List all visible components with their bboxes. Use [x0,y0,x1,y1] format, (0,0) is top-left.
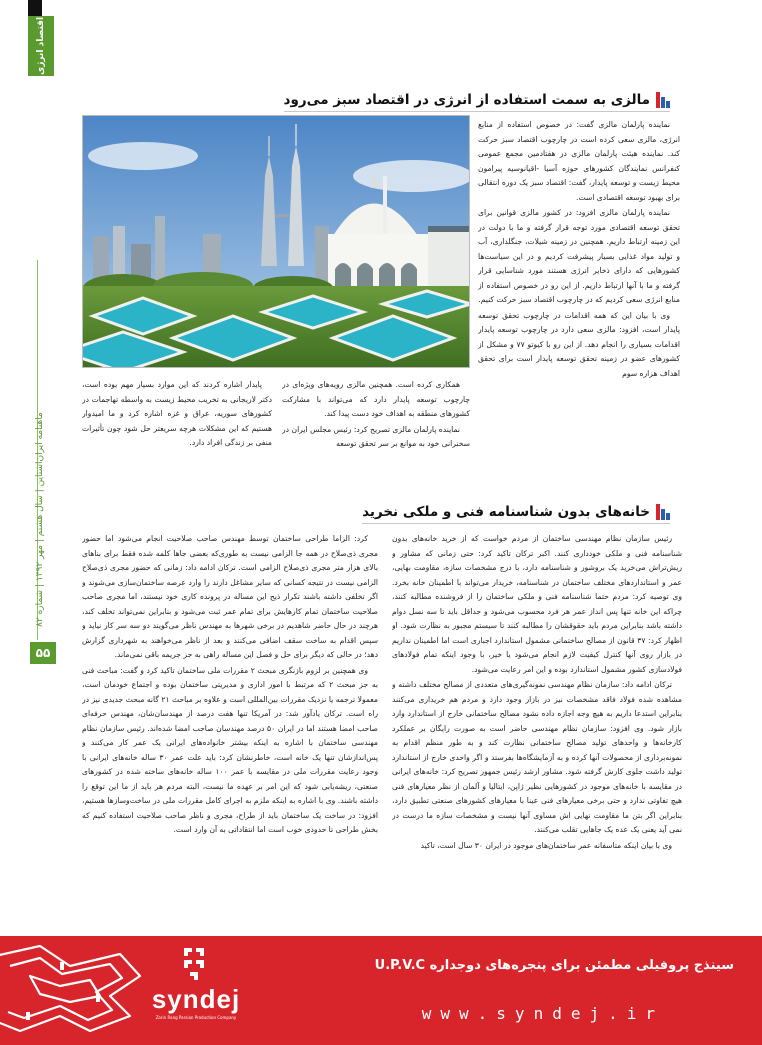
page-number: ۵۵ [30,642,56,664]
ad-website-link[interactable]: www.syndej.ir [421,1004,664,1023]
article1-column-middle [282,378,470,466]
heading-rule [284,111,670,112]
syndej-advertisement[interactable] [0,936,762,1045]
paragraph: وی با بیان این که همه اقدامات در چارچوب تحقق توسعه پایدار است، افزود: مالزی سعی دارد در چارچوب توسعه پایدار اقدامات بسیاری را انجام دهد. از این رو با کیوتو ۷۷ و مشکل از کشورهای عضو در زمینه تحقق توسعه پایدار است برای تحقق اهداف هزاره سوم [478,310,680,378]
article2-column-left [82,532,378,932]
ad-slogan: سینذج پروفیلی مطمئن برای پنجره‌های دوجداره U.P.V.C [374,958,734,973]
logo-mark-icon [146,944,246,984]
paragraph: رئیس سازمان نظام مهندسی ساختمان از مردم خواست که از خرید خانه‌های بدون شناسنامه فنی و ملکی خودداری کنند. اکبر ترکان تاکید کرد: حتی زمانی که مشاور و ریش‌تراش می‌خرید یک بروشور و شناسنامه دارد، با درج مشخصات سازه، مقاومت بهایی، عمر و استانداردهای مختلف ساختمان در شناسنامه، خریدار می‌تواند با اطمینان خانه بخرد. وی توصیه کرد: مردم حتما شناسنامه فنی و ملکی ساختمان را از فروشنده مطالبه کنند، چراکه این خانه تنها پس انداز عمر هر فرد محسوب می‌شود و حداقل باید تا سه نسل دوام داشته باشد بنابراین مردم باید حقوقشان را مطالبه کنند تا سیستم مجبور به نظارت شود. او اظهار کرد: ۳۷ قانون از مصالح ساختمانی مشمول استاندارد اجباری است اما اطمینان نداریم در بازار روی آنها کنترل کیفیت لازم انجام می‌شود یا خیر، با وجود اینکه تمام فولادهای فولادسازی کشور مشمول استاندارد بوده و این امر رعایت می‌شود. [392,534,682,674]
article2-column-right [392,532,682,932]
heading-rule [362,523,670,524]
window-profile-icon [0,936,150,1045]
article1-column-right [478,118,680,463]
syndej-logo [146,944,246,1026]
kuala-lumpur-photo [82,115,470,368]
paragraph: نماینده پارلمان مالزی تصریح کرد: رئیس مجلس ایران در سخنرانی خود به موانع بر سر تحقق توسعه [282,424,470,448]
paragraph: وی با بیان اینکه متاسفانه عمر ساختمان‌های موجود در ایران ۳۰ سال است، تاکید [420,840,672,850]
brand-subtitle: Zarin Rang Parsian Production Company [155,1015,237,1020]
paragraph: کرد: الزاما طراحی ساختمان توسط مهندس صاحب صلاحیت انجام می‌شود اما حضور مجری ذی‌صلاح در همه جا الزامی نیست به طوری‌که بعضی جاها کلمه شده فقط برای بناهای بالای هزار متر مجری ذی‌صلاح الزامی است. ترکان ادامه داد: زمانی که حضور مجری ذی‌صلاح الزامی نیست در نتیجه کسانی که سایر مشاغل دارند را وارد عرصه ساختمان‌سازی می‌شوند و اگر تخلفی داشته باشند تکرار ذیح این مساله در پرونده کاری خود نیستند، اما مجری صاحب صلاحیت ساختمان تمام کارهایش برای تمام عمر ثبت می‌شود و بنابراین نمی‌تواند تخلف کند، هرچند در حال حاضر شاهدیم در برخی شهرها به مهندس ناظر می‌گویند دو سه سر کار نیاید و سپس اقدام به ساخت سقف اضافی می‌کنند و بعد از ناظر می‌خواهند به شهرداری گزارش دهد؛ در حالی که دیگر برای حل و فصل این مساله راهی به جز جریمه باقی نمی‌ماند. [82,534,378,659]
article1-column-left [82,378,272,466]
margin-top-bar [28,0,42,16]
paragraph: ترکان ادامه داد: سازمان نظام مهندسی نمونه‌گیری‌های متعددی از مصالح مختلف داشته و مشاهده شده فولاد فاقد مشخصات نیز در بازار وجود دارد و مردم هم خریداری می‌کنند بنابراین استدعا داریم به هیچ وجه اجازه داده نشود مصالح ساختمانی خارج از استاندارد وارد بازار شود. وی افزود: سازمان نظام مهندسی حاضر است به صورت رایگان بر عملکرد کارخانه‌ها و واحدهای تولید مصالح ساختمانی نظارت کند و به طور منظم اقدام به نمونه‌برداری از محصولات آنها کرده و به آزمایشگاه‌ها بفرستد و اگر واحدی خارج از استاندارد تولید داشت جلوی کارش گرفته شود. مشاور ارشد رئیس جمهور تصریح کرد: خانه‌های ایرانی در مقایسه با خانه‌های موجود در کشورهایی نظیر ژاپن، ایتالیا و آلمان از نظر معیارهای فنی هیچ تفاوتی ندارد و حتی برخی معیارهای فنی عینا با معیارهای کشورهای صنعتی تطبیق دارد، بنابراین اگر بتن ما مقاومت نهایی اش مساوی آنها نیست و مشخصات سازه ما درست در نمی آید یعنی یک عده یک جاهایی تقلب می‌کنند. [392,680,682,834]
brand-name: syndej [151,984,241,1014]
paragraph: وی همچنین بر لزوم بازنگری مبحث ۲ مقررات ملی ساختمان تاکید کرد و گفت: مباحث فنی به جز مبحث ۲ که مرتبط با امور اداری و مدیریتی ساختمان بوده و اجتماع خودمان است، معمولا ترجمه یا نزدیک مقررات بین‌المللی است و علاوه بر مباحث ۲۱ گانه مبحث جدیدی نیز در راه است. ترکان یادآور شد: در آمریکا تنها هفت درصد از مهندسان‌شان، مهندس حرفه‌ای صاحب امضا هستند اما در ایران ۵۰ درصد مهندسان صاحب امضا شده‌اند. رئیس سازمان نظام مهندسی ساختمان با اشاره به اینکه بیشتر خانواده‌های ایرانی یک عمر کار می‌کنند و پس‌اندازشان تنها یک خانه است، خاطرنشان کرد: باید علت عمر ۳۰ ساله خانه‌های ایرانی با وجود رعایت مقررات ملی در مقایسه با عمر ۱۰۰ ساله خانه‌های ساخته شده در کشورهای صنعتی، ریشه‌یابی شود که این امر بر عهده ما نیست، البته مردم هر باید از ما این توقع را داشته باشند. وی با اشاره به اینکه ملزم به اجرای کامل مقررات ملی در ساخت‌وسازها هستیم، افزود: در ساخت یک ساختمان باید از طراح، مجری و ناظر صاحب صلاحیت استفاده کنیم که بخش طراحی تا حدودی خوب است اما انتقاداتی به آن وارد است. [82,665,378,834]
paragraph: همکاری کرده است. همچنین مالزی رویه‌های ویژه‌ای در چارچوب توسعه پایدار دارد که می‌تواند با مشارکت کشورهای منطقه به اهداف خود دست پیدا کند. [282,380,470,418]
section-tab: اقتصاد انرژی [28,16,54,76]
article1-heading [284,92,670,108]
paragraph: پایدار اشاره کردند که این موارد بسیار مهم بوده است، دکتر لاریجانی به تخریب محیط زیست به واسطه تهاجمات در کشورهای سوریه، عراق و غزه اشاره کرد و ما امیدوار هستیم که این مشکلات هرچه سریعتر حل شود چون تأثیرات منفی بر زندگی افراد دارد. [82,380,272,447]
issue-info: ماهنامه ایران‌اشتاین | سال هشتم | مهر ۱۳۹۲ | شماره ۸۲ [35,412,45,628]
article1-title: مالزی به سمت استفاده از انرژی در اقتصاد سبز می‌رود [283,92,650,108]
bar-chart-icon [656,504,670,520]
article2-title: خانه‌های بدون شناسنامه فنی و ملکی نخرید [362,504,650,520]
paragraph: نماینده پارلمان مالزی گفت: در خصوص استفاده از منابع انرژی، مالزی سعی کرده است در چارچوب اقتصاد سبز حرکت کند. نماینده هیئت پارلمان مالزی در هفتادمین مجمع عمومی کنفرانس نمایندگان کشورهای حوزه آسیا -اقیانوسیه پیرامون محیط زیست و توسعه پایدار، گفت: اقتصاد سبز یک دوره انتقالی برای بهبود توسعه اقتصادی است. [478,120,680,202]
article2-heading [362,504,670,520]
bar-chart-icon [656,92,670,108]
paragraph: نماینده پارلمان مالزی افزود: در کشور مالزی قوانین برای تحقق توسعه اقتصادی مورد توجه قرار گرفته و ما با دولت در این زمینه ارتباط داریم. همچنین در زمینه شیلات، جنگلداری، آب و تولید مواد غذایی بسیار پیشرفت کردیم و در این سیاست‌ها کشورهایی که دارای ذخایر انرژی هستند مورد شناسایی قرار گرفته و ما با آنها ارتباط داریم. از این رو در خصوص استفاده از منابع انرژی سعی کردیم که در چارچوب اقتصاد سبز حرکت کنیم. [478,208,680,304]
